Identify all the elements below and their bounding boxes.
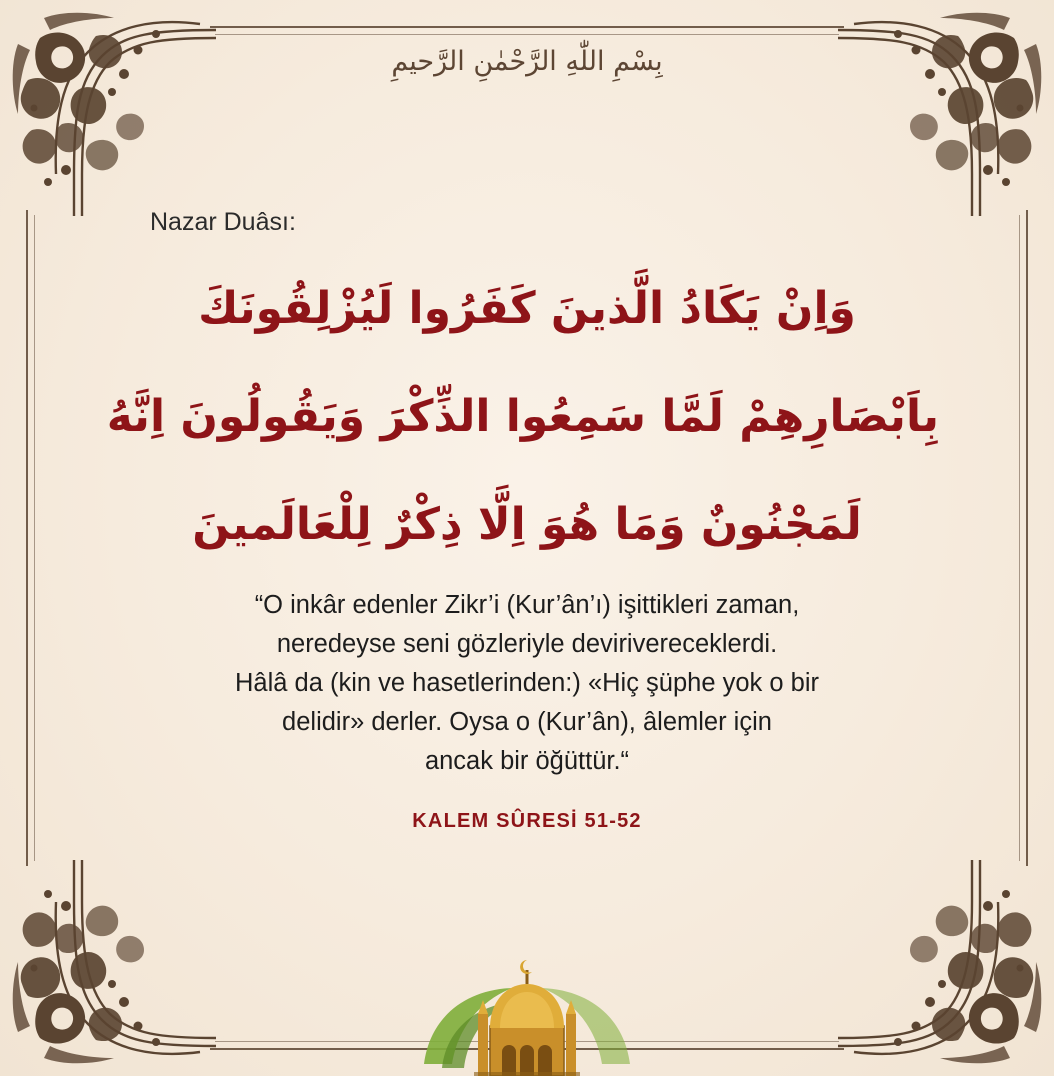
translation-line: neredeyse seni gözleriyle devirivereceklerdi. <box>276 630 778 658</box>
arabic-verse-line: لَمَجْنُونٌ وَمَا هُوَ اِلَّا ذِكْرٌ لِلْعَالَمينَ <box>192 499 862 550</box>
page-title: Nazar Duâsı: <box>150 208 296 236</box>
mosque-dome-emblem <box>412 956 642 1076</box>
source-reference: KALEM SÛRESİ 51-52 <box>412 810 642 832</box>
translation-block <box>120 586 934 781</box>
arabic-verse-block <box>106 255 939 579</box>
arabic-verse-line: وَاِنْ يَكَادُ الَّذينَ كَفَرُوا لَيُزْلِقُونَكَ <box>198 283 856 334</box>
basmala-text: بِسْمِ اللّٰهِ الرَّحْمٰنِ الرَّحيمِ <box>391 46 663 77</box>
arabic-verse-line: بِاَبْصَارِهِمْ لَمَّا سَمِعُوا الذِّكْرَ وَيَقُولُونَ اِنَّهُ <box>106 391 939 442</box>
translation-line: Hâlâ da (kin ve hasetlerinden:) «Hiç şüphe yok o bir <box>235 669 819 697</box>
translation-line: ancak bir öğüttür.“ <box>424 747 630 775</box>
translation-line: “O inkâr edenler Zikr’i (Kur’ân’ı) işittikleri zaman, <box>254 591 800 619</box>
translation-line: delidir» derler. Oysa o (Kur’ân), âlemler için <box>282 708 772 736</box>
